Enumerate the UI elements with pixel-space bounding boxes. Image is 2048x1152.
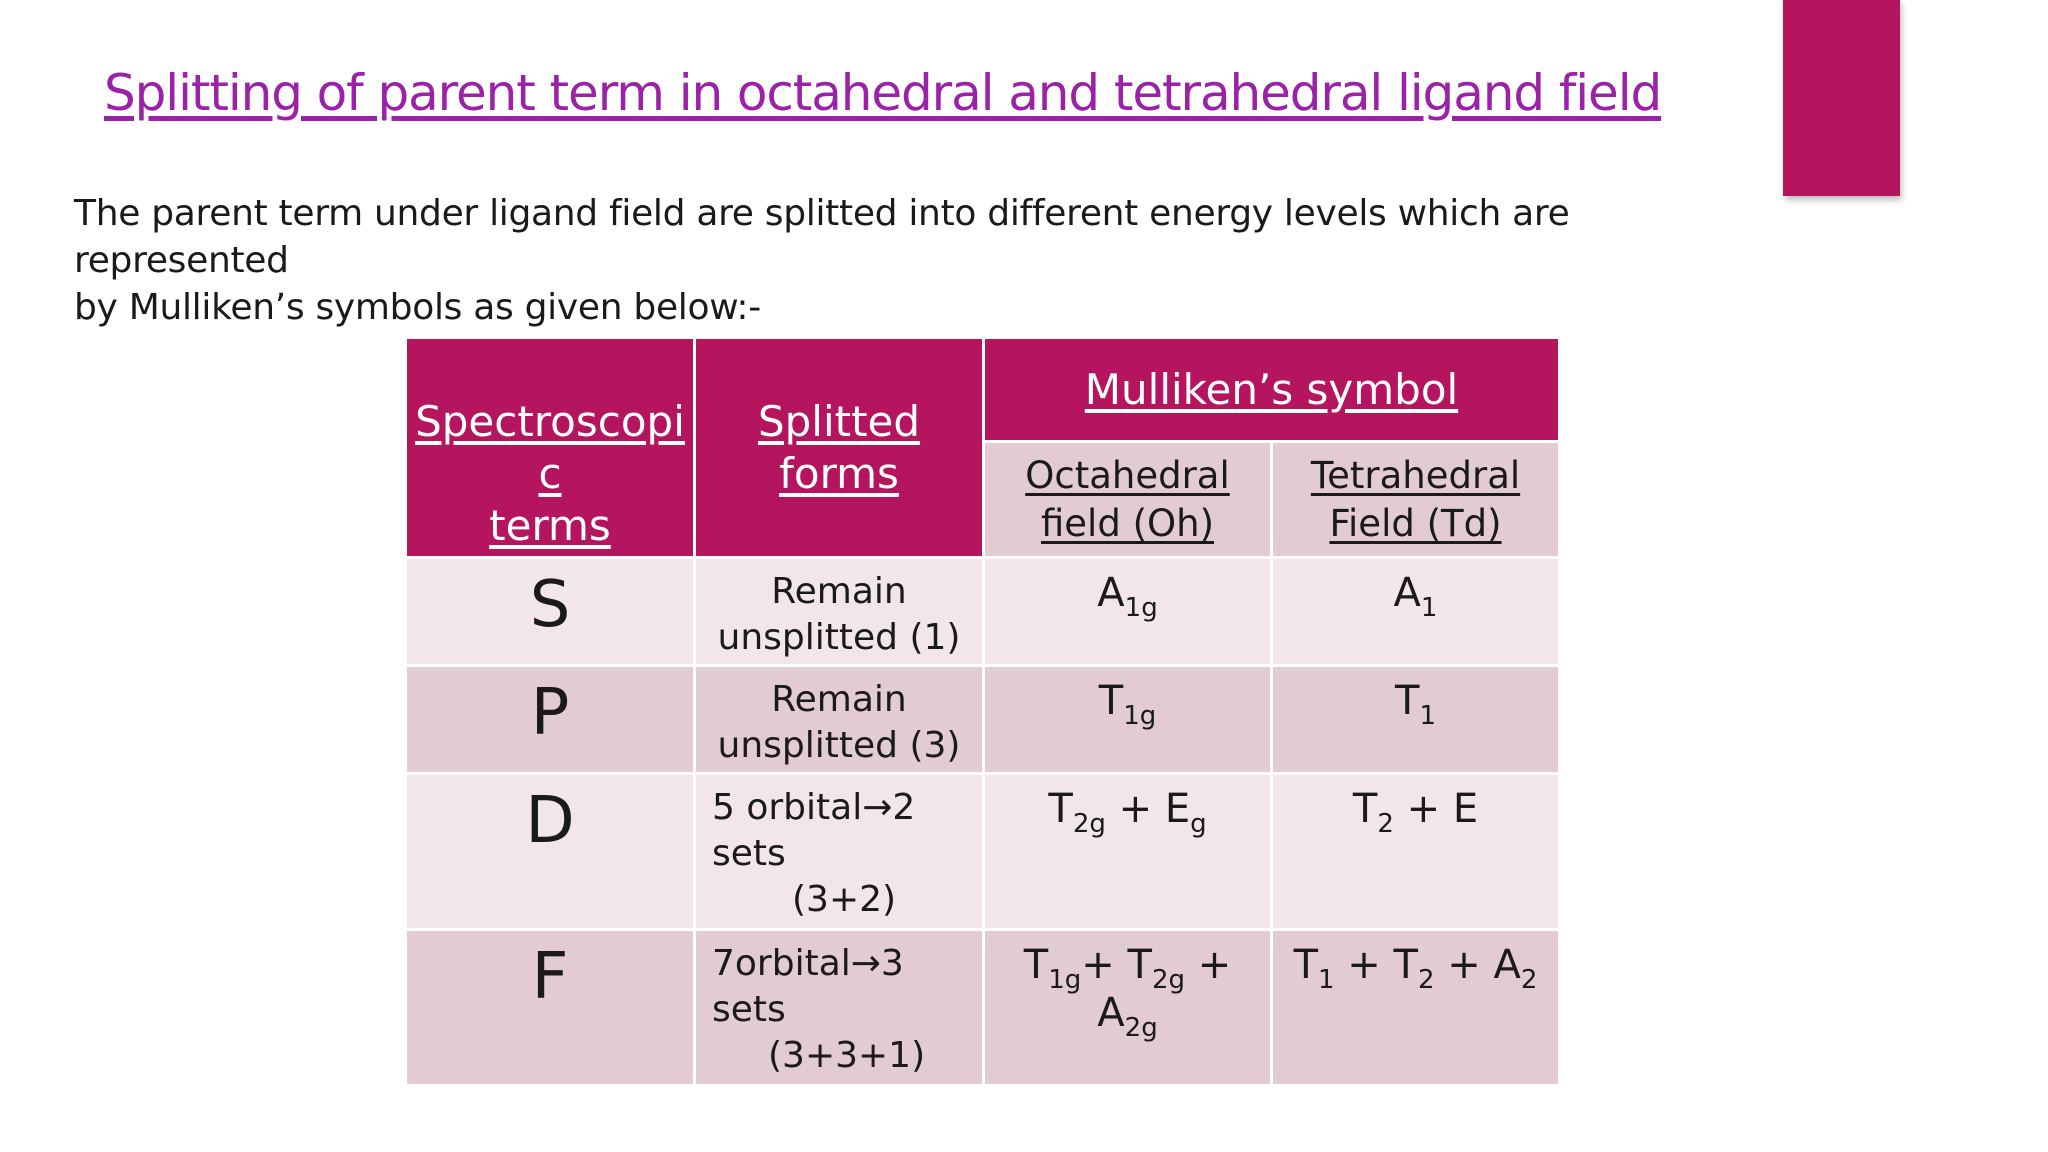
term-cell: D [406, 774, 695, 930]
intro-text [74, 190, 1774, 331]
intro-line-2: by Mulliken’s symbols as given below:- [74, 287, 761, 328]
table-row [406, 774, 1560, 930]
term-cell: S [406, 558, 695, 666]
table-row [406, 558, 1560, 666]
tetrahedral-symbol-cell: $T_1 + T_2 + A_2$ [1272, 930, 1560, 1086]
intro-line-1: The parent term under ligand field are splitted into different energy levels which are represented [74, 193, 1570, 281]
splitted-form-cell: Remain unsplitted (1) [695, 558, 984, 666]
octahedral-symbol-cell: $T_{2g} + E_g$ [984, 774, 1272, 930]
octahedral-symbol-cell: $T_{1g}$ [984, 666, 1272, 774]
header-splitted-forms: Splitted forms [695, 338, 984, 558]
tetrahedral-symbol-cell: $T_1$ [1272, 666, 1560, 774]
octahedral-symbol-cell: $T_{1g}+ T_{2g}$ + $A_{2g}$ [984, 930, 1272, 1086]
splitted-form-cell: 5 orbital→2 sets (3+2) [695, 774, 984, 930]
splitted-form-cell: Remain unsplitted (3) [695, 666, 984, 774]
term-cell: F [406, 930, 695, 1086]
header-tetrahedral-field: Tetrahedral Field (Td) [1272, 442, 1560, 558]
tetrahedral-symbol-cell: $T_2 + E$ [1272, 774, 1560, 930]
slide-title: Splitting of parent term in octahedral and tetrahedral ligand field [104, 64, 1662, 122]
splitted-form-cell: 7orbital→3 sets (3+3+1) [695, 930, 984, 1086]
header-spectroscopic-terms: Spectroscopi c terms [406, 338, 695, 558]
header-mulliken-symbol: Mulliken’s symbol [984, 338, 1560, 442]
mulliken-table [404, 336, 1561, 1087]
octahedral-symbol-cell: $A_{1g}$ [984, 558, 1272, 666]
tetrahedral-symbol-cell: $A_1$ [1272, 558, 1560, 666]
term-cell: P [406, 666, 695, 774]
table-row [406, 930, 1560, 1086]
header-octahedral-field: Octahedral field (Oh) [984, 442, 1272, 558]
accent-bar [1783, 0, 1900, 196]
table-row [406, 666, 1560, 774]
